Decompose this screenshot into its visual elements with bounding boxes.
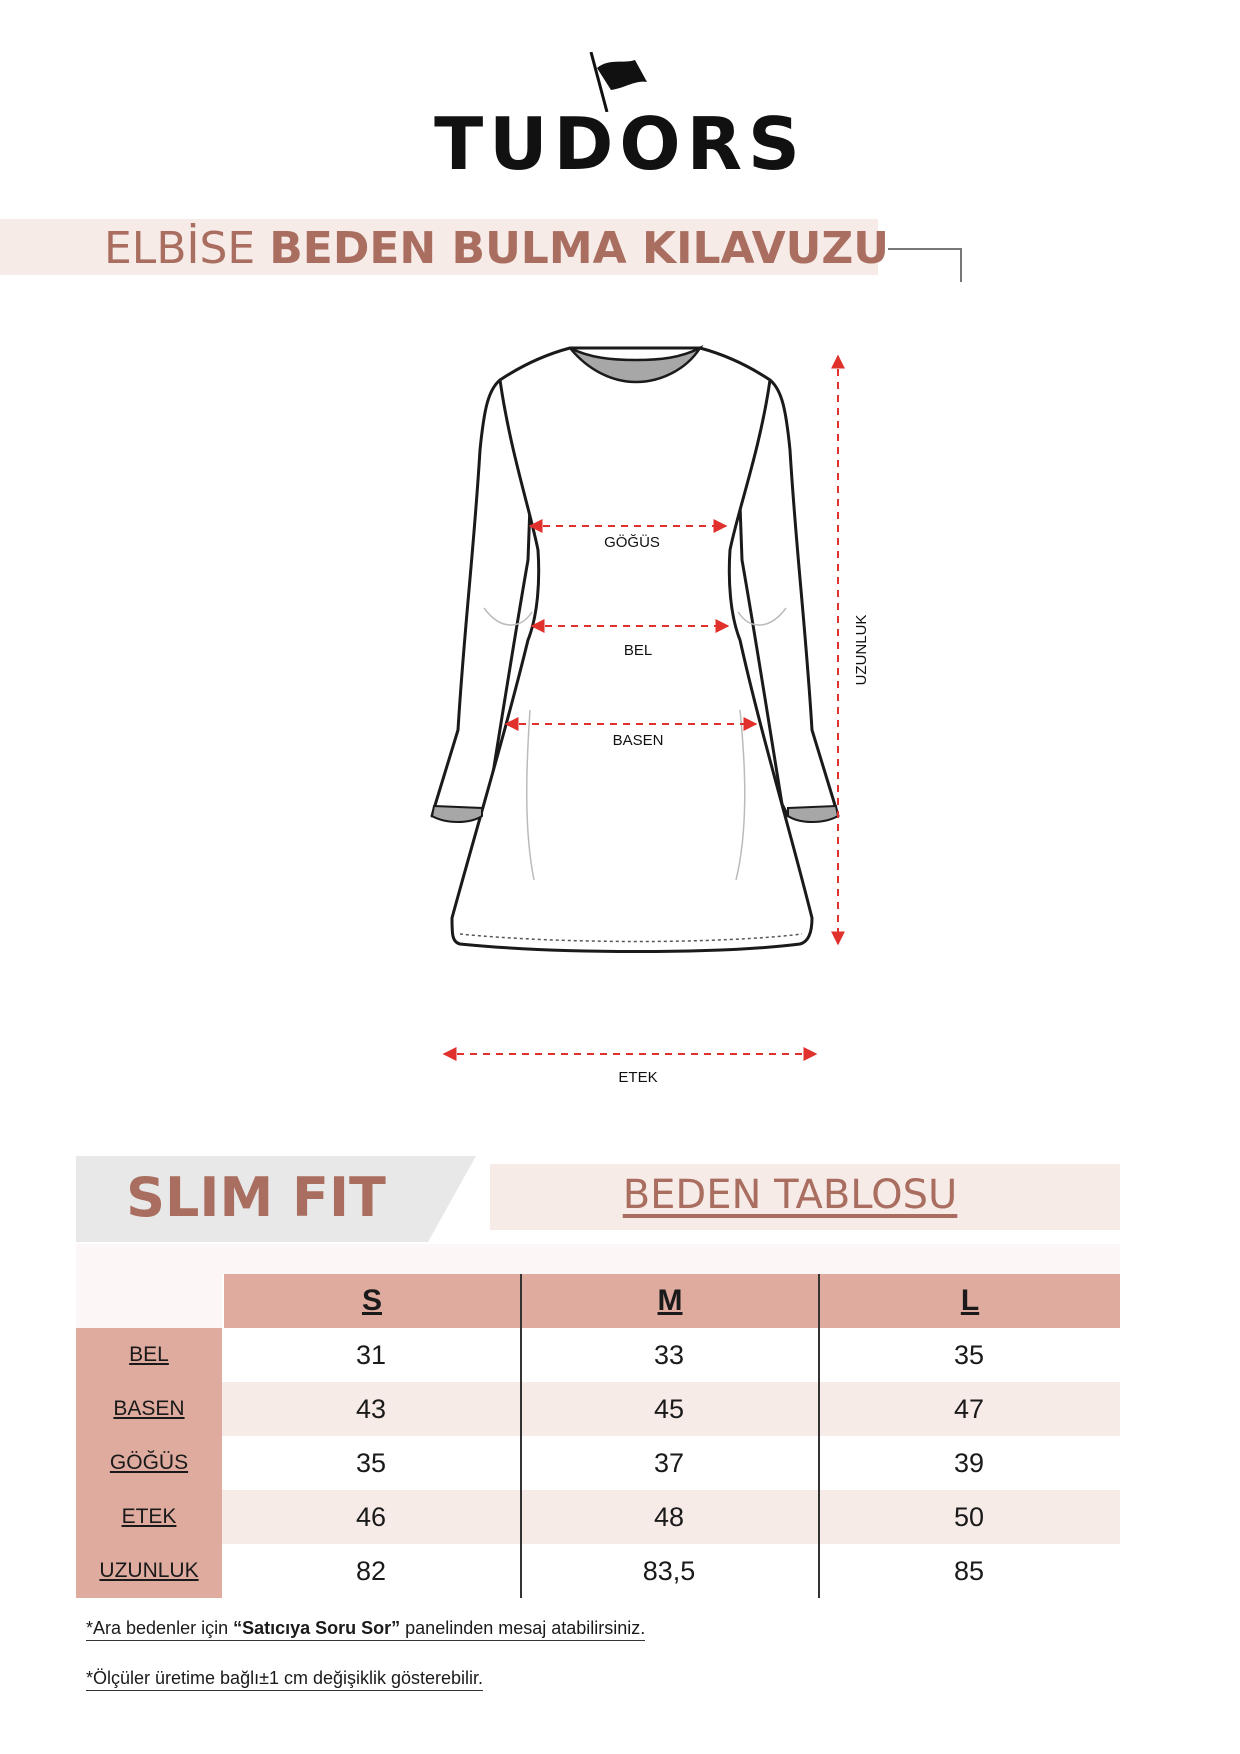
page-title [104, 223, 889, 274]
column-divider [818, 1274, 820, 1598]
table-cell: 82 [355, 1556, 387, 1586]
size-header-m: M [522, 1274, 818, 1328]
column-divider [520, 1274, 522, 1598]
size-header-l: L [820, 1274, 1120, 1328]
row-label-basen: BASEN [76, 1382, 222, 1436]
footnote-1-pre: *Ara bedenler için [86, 1618, 234, 1638]
table-cell: 43 [355, 1394, 387, 1424]
brand-logo [0, 50, 1240, 186]
table-cell: 50 [953, 1502, 985, 1532]
label-hem: ETEK [618, 1069, 658, 1086]
label-length: UZUNLUK [853, 614, 870, 686]
table-cell: 35 [953, 1340, 985, 1370]
footnote-1-bold: “Satıcıya Soru Sor” [233, 1618, 401, 1638]
table-cell: 39 [953, 1448, 985, 1478]
table-heading: BEDEN TABLOSU [622, 1172, 958, 1218]
title-light: ELBİSE [104, 223, 256, 274]
row-label-etek: ETEK [76, 1490, 222, 1544]
row-label-bel: BEL [76, 1328, 222, 1382]
table-corner [76, 1274, 222, 1328]
table-top-band [76, 1244, 1120, 1274]
size-header-s: S [224, 1274, 520, 1328]
table-cell: 35 [355, 1448, 387, 1478]
table-cell: 47 [953, 1394, 985, 1424]
table-cell: 46 [355, 1502, 387, 1532]
footnote-tolerance: *Ölçüler üretime bağlı±1 cm değişiklik gösterebilir. [86, 1668, 483, 1691]
table-cell: 33 [653, 1340, 685, 1370]
title-corner-decoration [888, 248, 962, 282]
table-cell: 45 [653, 1394, 685, 1424]
footnote-1-post: panelinden mesaj atabilirsiniz. [400, 1618, 646, 1638]
table-cell: 37 [653, 1448, 685, 1478]
row-label-gogus: GÖĞÜS [76, 1436, 222, 1490]
footnote-intermediate-sizes [86, 1618, 645, 1641]
left-cuff [432, 806, 482, 822]
table-cell: 83,5 [642, 1556, 696, 1586]
dress-diagram [0, 330, 1240, 1100]
table-cell: 48 [653, 1502, 685, 1532]
fit-title: SLIM FIT [126, 1166, 386, 1229]
table-cell: 31 [355, 1340, 387, 1370]
label-waist: BEL [623, 642, 653, 659]
right-cuff [788, 806, 838, 822]
table-cell: 85 [953, 1556, 985, 1586]
logo-wordmark: TUDORS [434, 102, 806, 186]
row-label-uzunluk: UZUNLUK [76, 1544, 222, 1598]
label-hip: BASEN [612, 732, 664, 749]
label-chest: GÖĞÜS [604, 534, 660, 551]
title-bold: BEDEN BULMA KILAVUZU [269, 223, 889, 274]
